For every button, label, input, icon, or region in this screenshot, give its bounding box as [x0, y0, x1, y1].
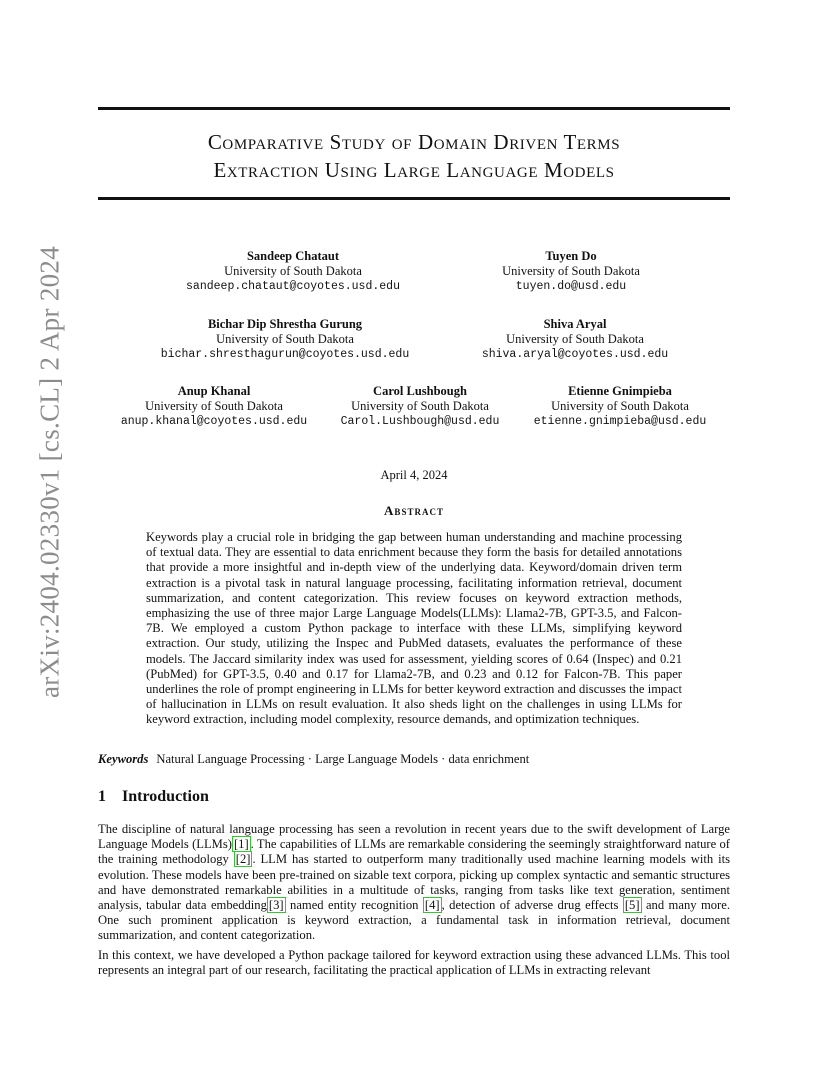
author-name: Carol Lushbough	[373, 384, 467, 398]
author-name: Sandeep Chataut	[246, 249, 340, 263]
author-affiliation: University of South Dakota	[224, 264, 362, 278]
intro-paragraph-2: In this context, we have developed a Python package tailored for keyword extraction using these advanced LLMs. This tool represents an integral part of our research, facilitating the practical application of LLMs in extracting relevant	[98, 948, 730, 978]
paragraph-text: . The capabilities of LLMs are remarkable considering the seemingly straightforward nature of the training methodology	[98, 837, 730, 867]
author-email[interactable]: shiva.aryal@coyotes.usd.edu	[481, 348, 669, 361]
paragraph-text: . LLM has started to outperform many traditionally used machine learning models with its evolution. These models have been pre-trained on sizable text corpora, picking up complex syntactic and semantic structures and have demonstrated remarkable abilities in a multitude of tasks, ranging from tasks like text generation, sentiment analysis, tabular data embedding	[98, 852, 730, 913]
author-affiliation: University of South Dakota	[551, 399, 689, 413]
author-block	[186, 249, 400, 295]
citation-link[interactable]: [1]	[233, 837, 249, 852]
title-bottom-rule	[98, 197, 730, 200]
abstract-text: Keywords play a crucial role in bridging the gap between human understanding and machine processing of textual data. They are essential to data enrichment because they form the basis for detailed annotations that provide a more insightful and in-depth view of the underlying data. Keyword/domain driven term extraction is a pivotal task in natural language processing, facilitating information retrieval, document summarization, and content categorization. This review focuses on keyword extraction methods, emphasizing the use of three major Large Language Models(LLMs): Llama2-7B, GPT-3.5, and Falcon-7B. We employed a custom Python package to interface with these LLMs, simplifying keyword extraction. Our study, utilizing the Inspec and PubMed datasets, evaluates the performance of these models. The Jaccard similarity index was used for assessment, yielding scores of 0.64 (Inspec) and 0.21 (PubMed) for GPT-3.5, 0.40 and 0.17 for Llama2-7B, and 0.23 and 0.12 for Falcon-7B. This paper underlines the role of prompt engineering in LLMs for better keyword extraction and discusses the impact of hallucination in LLMs on result evaluation. It also sheds light on the challenges in using LLMs for keyword extraction, including model complexity, resource demands, and optimization techniques.	[146, 530, 682, 727]
title-line-1: Comparative Study of Domain Driven Terms	[207, 130, 621, 154]
section-number: 1	[98, 788, 106, 805]
citation-link[interactable]: [4]	[424, 898, 440, 913]
section-heading	[98, 788, 209, 806]
author-name: Anup Khanal	[177, 384, 251, 398]
citation-link[interactable]: [3]	[268, 898, 284, 913]
author-name: Shiva Aryal	[543, 317, 607, 331]
author-block	[341, 384, 500, 430]
author-block	[161, 317, 409, 363]
author-name: Bichar Dip Shrestha Gurung	[207, 317, 363, 331]
author-block	[534, 384, 707, 430]
author-email[interactable]: sandeep.chataut@coyotes.usd.edu	[186, 280, 400, 293]
keywords-line	[98, 752, 529, 767]
author-email[interactable]: anup.khanal@coyotes.usd.edu	[120, 415, 308, 428]
citation-link[interactable]: [5]	[624, 898, 640, 913]
citation-link[interactable]: [2]	[235, 852, 251, 867]
author-affiliation: University of South Dakota	[506, 332, 644, 346]
paragraph-text: named entity recognition	[285, 898, 423, 913]
keywords-text: Natural Language Processing · Large Language Models · data enrichment	[156, 752, 530, 766]
intro-paragraph-1	[98, 822, 730, 944]
author-name: Tuyen Do	[545, 249, 597, 263]
title-line-2: Extraction Using Large Language Models	[213, 158, 615, 182]
title-top-rule	[98, 107, 730, 110]
author-affiliation: University of South Dakota	[502, 264, 640, 278]
author-block	[121, 384, 307, 430]
paper-title	[98, 128, 730, 184]
paragraph-text: The discipline of natural language processing has seen a revolution in recent years due to the swift development of Large Language Models (LLMs)	[98, 822, 730, 852]
author-block	[482, 317, 668, 363]
section-title: Introduction	[122, 788, 209, 805]
publication-date: April 4, 2024	[380, 468, 448, 482]
keywords-label: Keywords	[98, 752, 149, 766]
author-email[interactable]: tuyen.do@usd.edu	[515, 280, 627, 293]
author-block	[502, 249, 640, 295]
arxiv-identifier-stamp: arXiv:2404.02330v1 [cs.CL] 2 Apr 2024	[34, 245, 65, 699]
author-email[interactable]: etienne.gnimpieba@usd.edu	[533, 415, 707, 428]
author-email[interactable]: Carol.Lushbough@usd.edu	[340, 415, 500, 428]
author-affiliation: University of South Dakota	[216, 332, 354, 346]
paragraph-text: and many more. One such prominent application is keyword extraction, a fundamental task in information retrieval, document summarization, and content categorization.	[98, 898, 730, 943]
author-email[interactable]: bichar.shresthagurun@coyotes.usd.edu	[160, 348, 410, 361]
paragraph-text: , detection of adverse drug effects	[441, 898, 623, 913]
author-affiliation: University of South Dakota	[351, 399, 489, 413]
author-affiliation: University of South Dakota	[145, 399, 283, 413]
author-name: Etienne Gnimpieba	[568, 384, 672, 398]
abstract-heading: Abstract	[384, 503, 444, 518]
